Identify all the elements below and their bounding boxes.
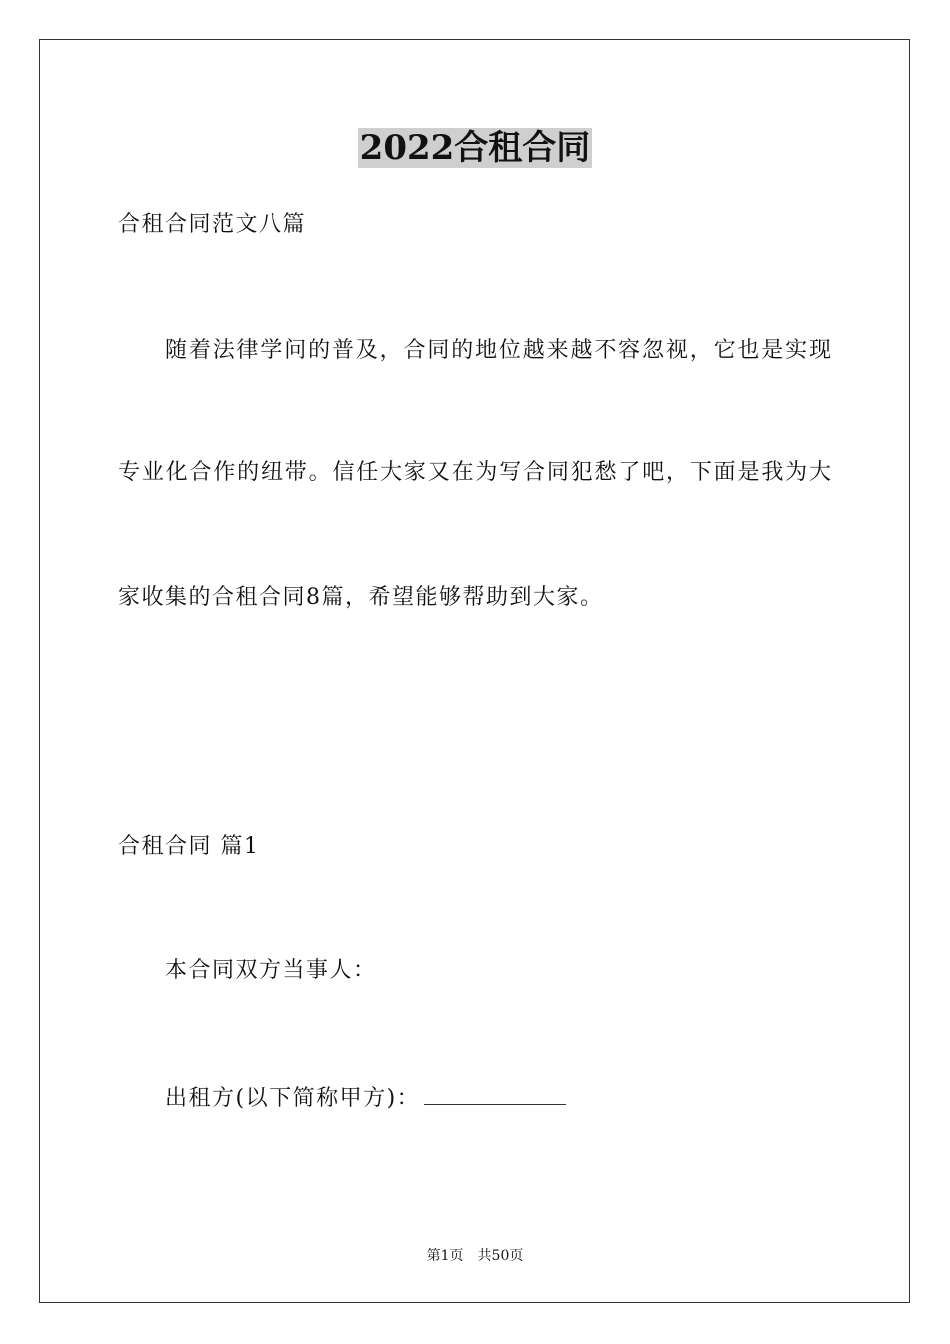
lessor-line [165,1082,566,1114]
page-footer: 第1页 共50页 [426,1248,524,1264]
document-title-text: 2022合租合同 [359,128,591,168]
document-title [0,126,950,170]
lessor-label: 出租方(以下简称甲方)： [165,1086,421,1111]
document-subtitle: 合租合同范文八篇 [118,212,307,237]
section-heading: 合租合同 篇1 [118,834,260,859]
lessor-blank-field [424,1082,566,1105]
intro-line-1 [165,336,831,366]
intro-line-3: 家收集的合租合同8篇，希望能够帮助到大家。 [118,585,604,610]
parties-intro: 本合同双方当事人： [165,958,377,983]
intro-line-1-text: 随着法律学问的普及，合同的地位越来越不容忽视，它也是实现 [165,338,831,363]
intro-line-2-text: 专业化合作的纽带。信任大家又在为写合同犯愁了吧，下面是我为大 [118,460,831,485]
intro-line-2 [118,458,831,488]
